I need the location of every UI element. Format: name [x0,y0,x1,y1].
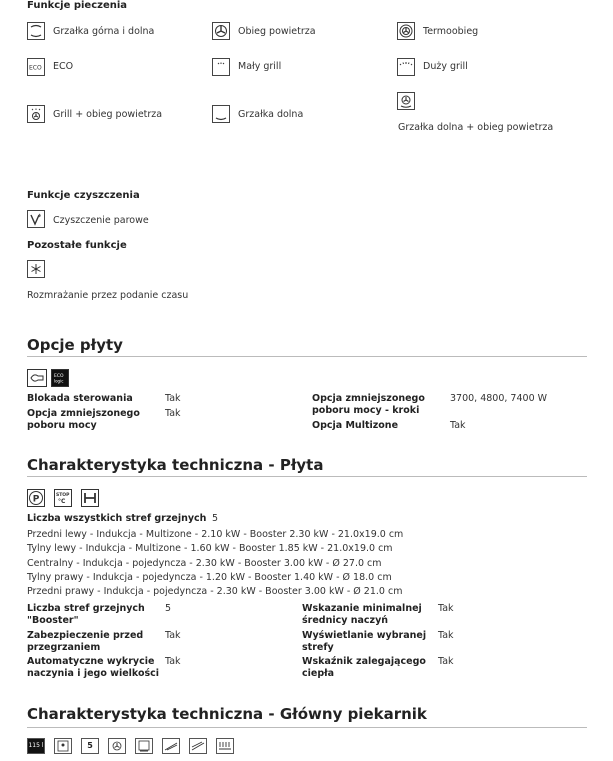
spec-value: Tak [438,656,454,667]
zone-row: Tylny prawy - Indukcja - pojedyncza - 1.20 kW - Booster 1.40 kW - Ø 18.0 cm [27,572,392,583]
eco-logic-icon [51,369,69,387]
zone-row: Centralny - Indukcja - pojedyncza - 2.30 kW - Booster 3.00 kW - Ø 27.0 cm [27,558,382,569]
oven-tech-heading: Charakterystyka techniczna - Główny piekarnik [27,705,427,723]
spec-label: Opcja zmniejszonego poboru mocy - kroki [312,393,425,416]
cleaning-title: Funkcje czyszczenia [27,190,140,201]
divider [27,727,587,728]
svg-text:ECO: ECO [54,374,64,379]
function-label: Mały grill [238,61,282,72]
divider [27,476,587,477]
zone-row: Tylny lewy - Indukcja - Multizone - 1.60 kW - Booster 1.85 kW - 21.0x19.0 cm [27,543,393,554]
small-grill-icon [212,58,230,76]
oven-functions-title: Funkcje pieczenia [27,0,128,11]
function-label: Grzałka dolna [238,109,304,120]
cleaning-label: Czyszczenie parowe [53,215,149,226]
shelf-levels-icon: 5 [81,738,99,754]
spec-value: Tak [438,630,454,641]
function-label: Obieg powietrza [238,26,316,37]
telescopic-rails-icon [162,738,180,754]
function-label: Grzałka górna i dolna [53,26,155,37]
spec-value: Tak [165,408,181,419]
function-label: ECO [53,61,74,72]
zone-row: Przedni prawy - Indukcja - pojedyncza - 2.30 kW - Booster 3.00 kW - Ø 21.0 cm [27,586,403,597]
capacity-icon: 115 l [27,738,45,754]
spec-label: Blokada sterowania [27,393,133,404]
svg-text:°C: °C [58,498,66,505]
oven-door-icon [135,738,153,754]
spec-label: Zabezpieczenie przed przegrzaniem [27,630,144,653]
child-lock-icon [27,369,47,387]
other-functions-title: Pozostałe funkcje [27,240,127,251]
spec-label: Automatyczne wykrycie naczynia i jego wielkości [27,656,160,679]
svg-text:STOP: STOP [56,493,70,498]
top-bottom-heat-icon [27,22,45,40]
rails-double-icon [189,738,207,754]
spec-value: 5 [165,603,172,614]
hob-tech-heading: Charakterystyka techniczna - Płyta [27,456,324,474]
oven-light-icon [54,738,72,754]
stop-temp-icon [54,489,72,507]
grill-fan-icon [27,105,45,123]
function-label: Grill + obieg powietrza [53,109,163,120]
fan-icon [212,22,230,40]
fan-ring-icon [397,22,415,40]
large-grill-icon [397,58,415,76]
zones-count-label: Liczba wszystkich stref grzejnych [27,513,207,524]
bottom-heat-fan-icon [397,92,415,110]
spec-value: Tak [165,656,181,667]
spec-value: Tak [438,603,454,614]
function-label: Duży grill [423,61,468,72]
zone-row: Przedni lewy - Indukcja - Multizone - 2.10 kW - Booster 2.30 kW - 21.0x19.0 cm [27,529,404,540]
spec-value: Tak [165,393,181,404]
spec-label: Liczba stref grzejnych "Booster" [27,603,145,626]
spec-value: Tak [165,630,181,641]
spec-label: Opcja Multizone [312,420,399,431]
spec-label: Wskaźnik zalegającego ciepła [302,656,426,679]
spec-value: 3700, 4800, 7400 W [450,393,548,404]
function-label: Termoobieg [423,26,479,37]
svg-text:ECO: ECO [29,64,42,72]
zones-count-value: 5 [212,513,219,524]
eco-icon [27,58,45,76]
bridge-zone-icon [81,489,99,507]
pause-p-icon [27,489,45,507]
spec-label: Wyświetlanie wybranej strefy [302,630,427,653]
spec-value: Tak [450,420,466,431]
function-label: Grzałka dolna + obieg powietrza [398,122,554,133]
svg-text:logic: logic [54,378,64,384]
spec-label: Opcja zmniejszonego poboru mocy [27,408,140,431]
hob-options-heading: Opcje płyty [27,336,123,354]
bottom-heat-icon [212,105,230,123]
defrost-icon [27,260,45,278]
steam-cleaning-icon [27,210,45,228]
spec-label: Wskazanie minimalnej średnicy naczyń [302,603,422,626]
heating-elements-icon [216,738,234,754]
svg-text:P: P [32,494,40,505]
fan-hot-air-icon [108,738,126,754]
other-label: Rozmrażanie przez podanie czasu [27,290,189,301]
divider [27,356,587,357]
